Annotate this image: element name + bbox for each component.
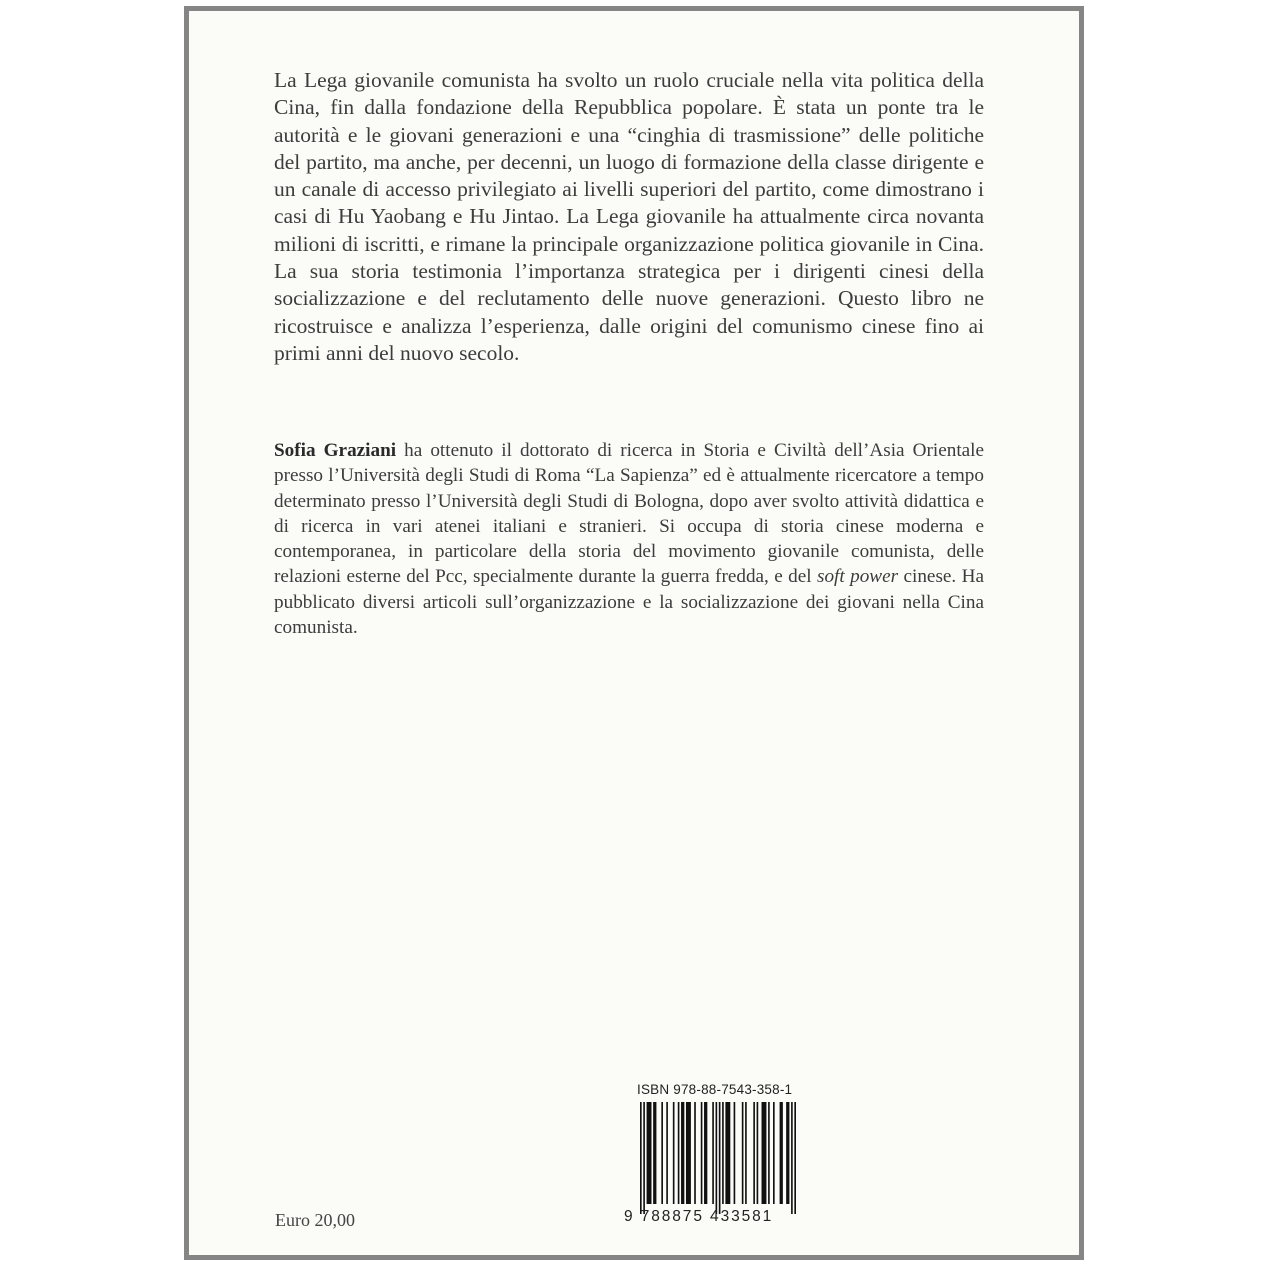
barcode-bar	[794, 1102, 796, 1214]
barcode-bar	[757, 1102, 759, 1204]
barcode-bar	[734, 1102, 736, 1204]
barcode-bar	[678, 1102, 680, 1204]
barcode-bar	[745, 1102, 747, 1204]
barcode-bar	[661, 1102, 663, 1204]
barcode-bar	[681, 1102, 684, 1204]
barcode-bar	[701, 1102, 703, 1204]
barcode-bar	[716, 1102, 718, 1214]
barcode-bar	[768, 1102, 770, 1204]
barcode-bar	[643, 1102, 645, 1214]
barcode-bar	[704, 1102, 707, 1204]
barcode-bar	[780, 1102, 783, 1204]
bio-italic-term: soft power	[817, 566, 899, 588]
author-name: Sofia Graziani	[274, 440, 397, 461]
barcode-bar	[725, 1102, 730, 1204]
barcode-digits: 9 788875 433581	[624, 1208, 774, 1225]
author-bio-paragraph	[274, 438, 984, 640]
price-label: Euro 20,00	[275, 1210, 355, 1230]
bio-text-after: cinese. Ha pubblicato diversi articoli sull’organizzazione e la socializzazione dei giovani nella Cina comunista.	[274, 566, 984, 639]
barcode-image	[640, 1102, 796, 1220]
barcode-bar	[722, 1102, 724, 1204]
barcode-bar	[653, 1102, 656, 1204]
barcode-bar	[786, 1102, 789, 1204]
barcode-bar	[666, 1102, 668, 1204]
back-cover	[184, 6, 1084, 1260]
barcode-bar	[773, 1102, 775, 1204]
barcode-bar	[712, 1102, 714, 1204]
barcode-bar	[753, 1102, 755, 1204]
barcode-bar	[694, 1102, 696, 1204]
barcode-bar	[719, 1102, 721, 1214]
barcode-bar	[791, 1102, 793, 1214]
barcode-bar	[686, 1102, 691, 1204]
barcode-bar	[762, 1102, 767, 1204]
blurb-paragraph: La Lega giovanile comunista ha svolto un ruolo cruciale nella vita politica della Cina, fin dalla fondazione della Repubblica popolare. È stata un ponte tra le autorità e le giovani generazioni e una “cinghia di trasmissione” delle politiche del partito, ma anche, per decenni, un luogo di formazione della classe dirigente e un canale di accesso privilegiato ai livelli superiori del partito, come dimostrano i casi di Hu Yaobang e Hu Jintao. La Lega giovanile ha attualmente circa novanta milioni di iscritti, e rimane la principale organizzazione politica giovanile in Cina. La sua storia testimonia l’importanza strategica per i dirigenti cinesi della socializzazione e del reclutamento delle nuove generazioni. Questo libro ne ricostruisce e analizza l’esperienza, dalle origini del comunismo cinese fino ai primi anni del nuovo secolo.	[274, 68, 984, 365]
isbn-label: ISBN 978-88-7543-358-1	[637, 1082, 793, 1097]
barcode-bar	[640, 1102, 642, 1214]
barcode-bar	[673, 1102, 675, 1204]
bio-text-before: ha ottenuto il dottorato di ricerca in Storia e Civiltà dell’Asia Orientale presso l’Università degli Studi di Roma “La Sapienza” ed è attualmente ricercatore a tempo determinato presso l’Università degli Studi di Bologna, dopo aver svolto attività didattica e di ricerca in vari atenei italiani e stranieri. Si occupa di storia cinese moderna e contemporanea, in particolare della storia del movimento giovanile comunista, delle relazioni esterne del Pcc, specialmente durante la guerra fredda, e del	[274, 440, 985, 588]
barcode-bar	[742, 1102, 744, 1204]
barcode-bar	[647, 1102, 652, 1204]
